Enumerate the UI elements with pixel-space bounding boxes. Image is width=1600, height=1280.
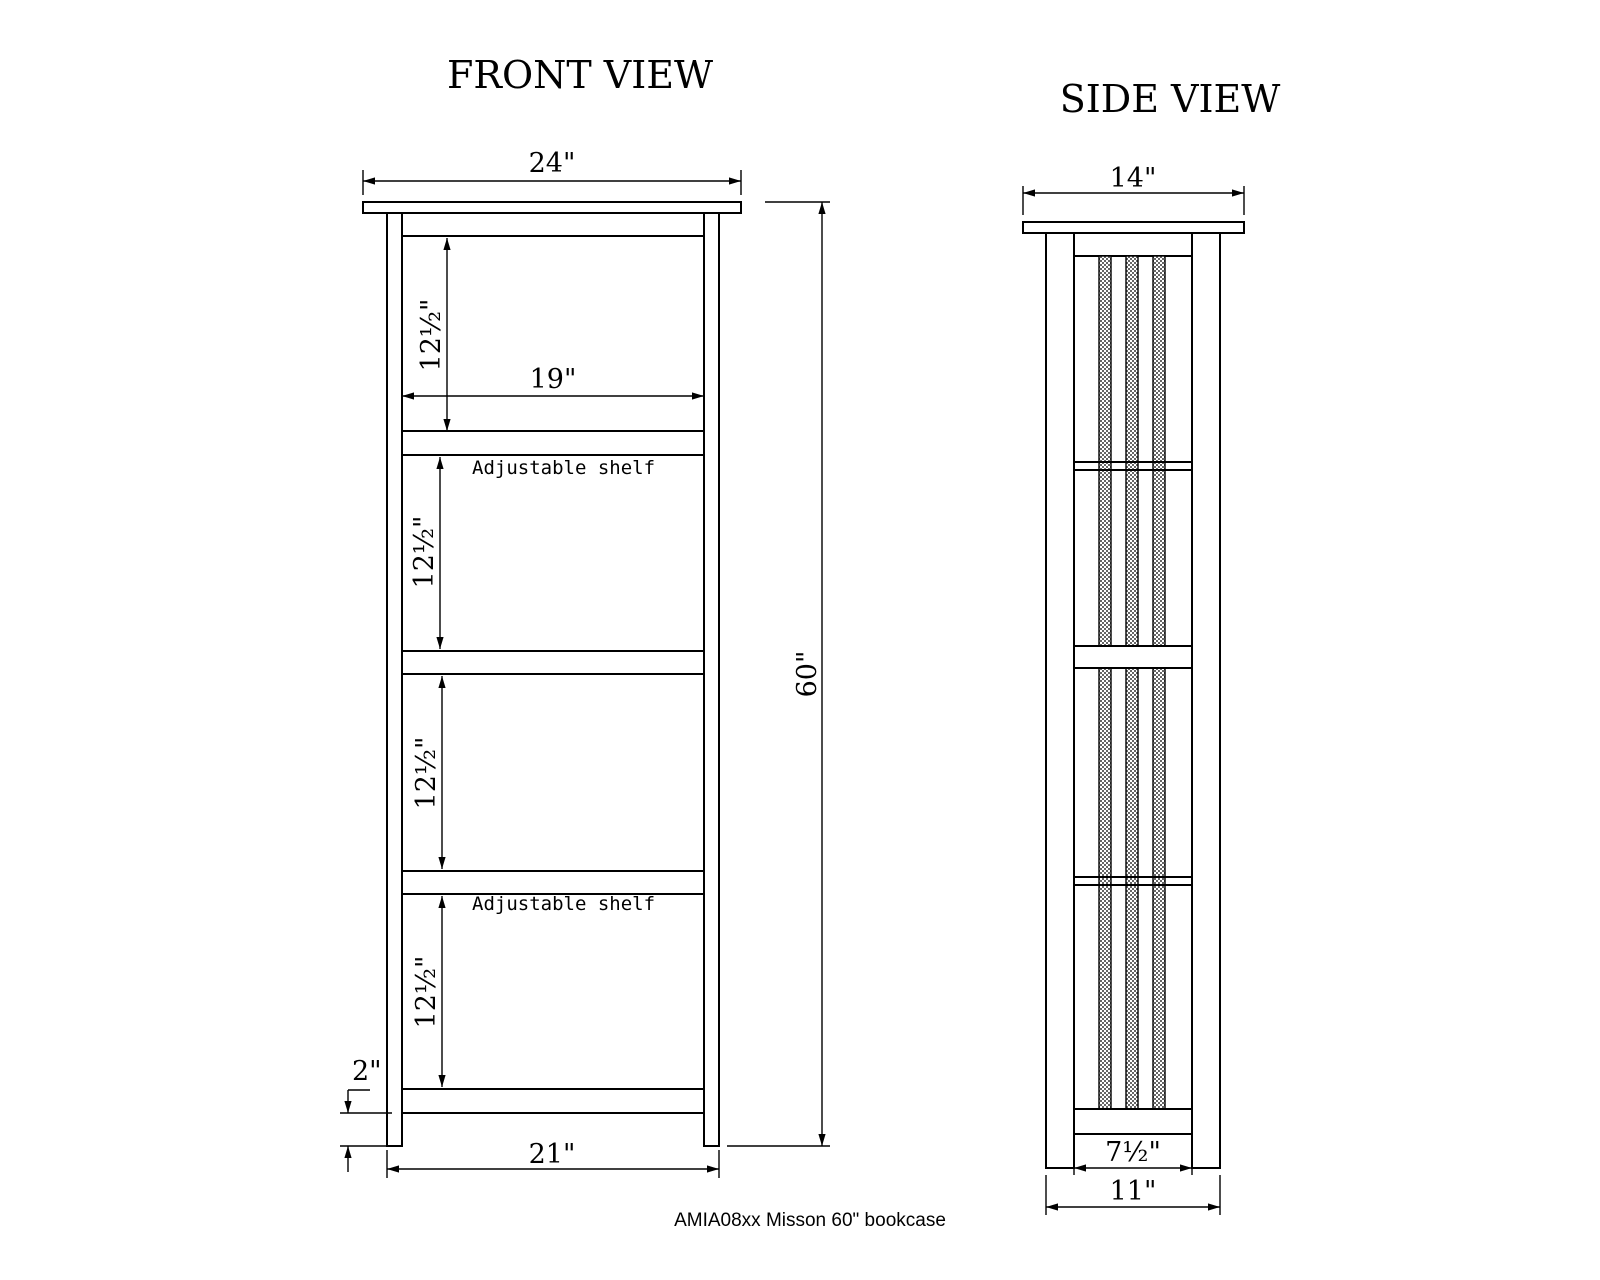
adjustable-shelf-note-2: Adjustable shelf — [472, 893, 656, 915]
side-top-rail — [1074, 233, 1192, 256]
side-middle-rail — [1074, 646, 1192, 668]
side-view-title: SIDE VIEW — [1059, 77, 1281, 121]
dim-top-depth — [1023, 163, 1244, 215]
front-top-board — [363, 202, 741, 213]
base-width-label: 21" — [528, 1139, 576, 1170]
front-right-leg — [704, 213, 719, 1146]
dim-overall-height — [727, 202, 830, 1146]
side-back-leg — [1192, 233, 1220, 1168]
front-bottom-shelf — [402, 1089, 704, 1113]
side-view — [1023, 77, 1280, 1215]
front-view — [340, 53, 830, 1178]
base-depth-label: 11" — [1109, 1176, 1157, 1207]
dim-shelf-spacing-4 — [411, 896, 442, 1087]
dim-base-width — [387, 1139, 719, 1178]
side-bottom-rail — [1074, 1109, 1192, 1134]
shelf-spacing-label-3: 12½" — [411, 736, 442, 810]
drawing-caption: AMIA08xx Misson 60" bookcase — [674, 1210, 946, 1231]
front-shelf-1 — [402, 431, 704, 455]
side-slat-3 — [1153, 256, 1165, 1109]
dim-shelf-spacing-1 — [416, 238, 447, 431]
front-left-leg — [387, 213, 402, 1146]
side-slat-1 — [1099, 256, 1111, 1109]
front-shelf-3 — [402, 871, 704, 894]
inner-depth-label: 7½" — [1105, 1137, 1161, 1168]
side-front-leg — [1046, 233, 1074, 1168]
inner-width-label: 19" — [529, 364, 577, 395]
shelf-spacing-label-1: 12½" — [416, 298, 447, 372]
front-view-title: FRONT VIEW — [446, 53, 714, 97]
dim-base-depth — [1046, 1175, 1220, 1215]
dim-inner-depth — [1074, 1134, 1192, 1175]
dim-shelf-spacing-3 — [411, 676, 442, 869]
shelf-spacing-label-4: 12½" — [411, 955, 442, 1029]
dim-shelf-spacing-2 — [409, 457, 440, 649]
side-top-board — [1023, 222, 1244, 233]
dim-overall-width — [363, 148, 741, 195]
dim-foot-height — [340, 1056, 392, 1172]
shelf-spacing-label-2: 12½" — [409, 515, 440, 589]
front-shelf-2 — [402, 651, 704, 674]
top-depth-label: 14" — [1109, 163, 1157, 194]
foot-height-label: 2" — [352, 1056, 382, 1087]
overall-width-label: 24" — [528, 148, 576, 179]
adjustable-shelf-note-1: Adjustable shelf — [472, 457, 656, 479]
side-slat-2 — [1126, 256, 1138, 1109]
overall-height-label: 60" — [792, 650, 823, 698]
